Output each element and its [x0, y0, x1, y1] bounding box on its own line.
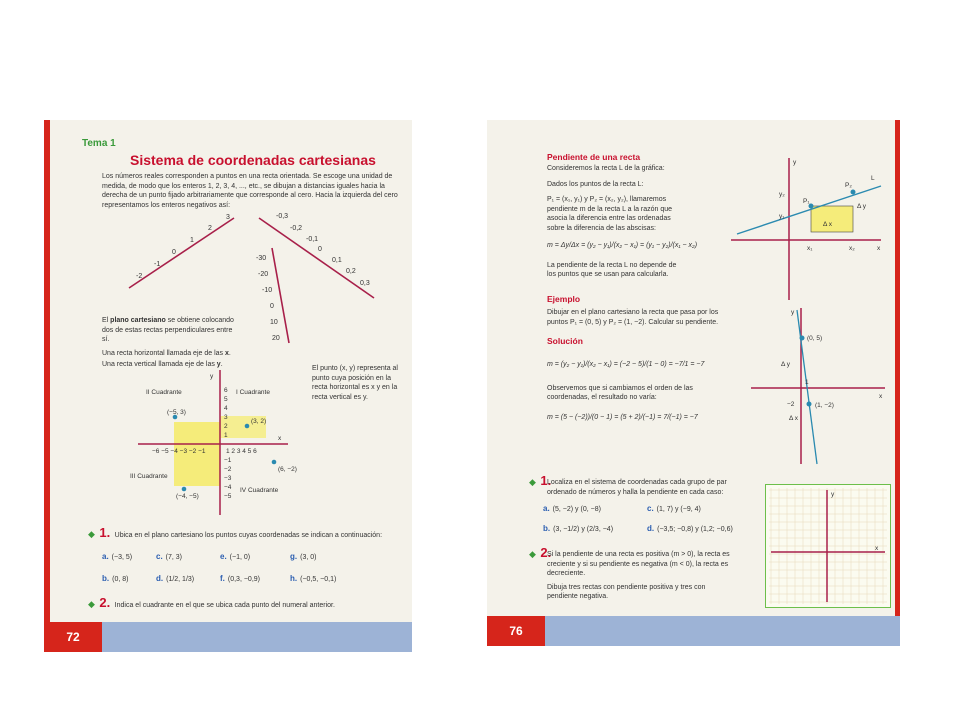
tick-label: -0,1	[306, 236, 319, 243]
option-letter: a.	[543, 504, 550, 513]
right-page-edge	[895, 120, 900, 646]
delta-y-label: Δ y	[857, 203, 867, 210]
tick-label: -0,3	[276, 213, 289, 220]
quadrant-label: I Cuadrante	[236, 389, 270, 396]
text-run: plano cartesiano	[110, 317, 166, 324]
example-line	[797, 310, 817, 464]
option-item	[543, 524, 613, 533]
option-item	[290, 574, 336, 583]
point-p2	[851, 190, 856, 195]
tick-label: -1	[154, 261, 161, 268]
x-ticks-negative: −6 −5 −4 −3 −2 −1	[152, 448, 206, 455]
blank-coordinate-grid	[765, 484, 891, 608]
tick-label: -20	[258, 271, 269, 278]
axis-label-x: x	[278, 435, 282, 442]
text-line: La pendiente de la recta L no depende de	[547, 261, 677, 269]
page-number: 76	[487, 616, 545, 646]
text-line: El punto (x, y) representa al	[312, 365, 398, 372]
example-text	[547, 308, 747, 327]
left-page-edge	[44, 120, 50, 652]
tick-label: x₁	[807, 245, 813, 252]
option-value: (1/2, 1/3)	[166, 576, 195, 583]
text-line: puntos P₁ = (0, 5) y P₂ = (1, −2). Calcular su pendiente.	[547, 318, 719, 326]
text-run: y	[216, 361, 221, 368]
bullet-icon: ◆	[88, 599, 95, 609]
solution-text	[547, 360, 757, 422]
option-value: (−0,5, −0,1)	[300, 576, 337, 583]
text-line: coordenadas, el resultado no varía:	[547, 394, 657, 401]
option-item	[647, 504, 701, 513]
number-line-oblique-1	[129, 218, 234, 288]
option-value: (−3, 5)	[111, 554, 133, 561]
point-p1	[800, 336, 805, 341]
tick-label: y₁	[779, 213, 785, 220]
y-tick: 4	[224, 405, 228, 412]
axis-label-y: y	[831, 491, 835, 498]
text-line: punto cuya posición en la	[312, 374, 391, 382]
intro-line: medida, de modo que los enteros 1, 2, 3, 4, ..., etc., se dibujan a distancias iguales hacia la	[102, 182, 385, 190]
tick-label: 3	[226, 214, 230, 221]
tick-label: -30	[256, 255, 267, 262]
option-item	[220, 574, 260, 583]
y-tick: −2	[224, 466, 232, 473]
point-label: P₁	[803, 198, 810, 205]
option-item	[543, 504, 601, 513]
y-tick: −5	[224, 493, 232, 500]
option-letter: b.	[543, 524, 551, 533]
option-value: (−3,5; −0,8) y (1,2; −0,6)	[657, 526, 733, 533]
axis-label-x: x	[879, 393, 883, 400]
exercise-number: 2.	[99, 595, 111, 610]
tick-label: -2	[136, 273, 143, 280]
slope-definition	[547, 164, 737, 280]
text-line: sobre la diferencia de las abscisas:	[547, 224, 656, 232]
text-run: El	[102, 317, 111, 324]
plotted-point	[272, 460, 277, 465]
text-run: Una recta vertical llamada eje de las	[102, 361, 217, 368]
tick-label: -0,2	[290, 225, 303, 232]
exercise-text	[547, 478, 759, 497]
y-tick: −1	[224, 457, 232, 464]
text-line: asocia la diferencia entre las ordenadas	[547, 215, 671, 222]
text-line: pendiente m de la recta L a la razón que	[547, 205, 673, 213]
option-item	[220, 552, 250, 561]
option-value: (1, 7) y (−9, 4)	[656, 506, 701, 513]
intro-line: Los números reales corresponden a puntos en una recta orientada. Se escoge una unidad de	[102, 173, 393, 180]
option-letter: d.	[647, 524, 655, 533]
left-page	[44, 120, 412, 652]
exercise-number: 1.	[540, 473, 552, 488]
text-line: Consideremos la recta L de la gráfica:	[547, 165, 665, 172]
text-line: Dados los puntos de la recta L:	[547, 180, 644, 188]
axis-label-y: y	[791, 309, 795, 316]
option-item	[647, 524, 733, 533]
exercise-number: 1.	[99, 525, 111, 540]
option-letter: c.	[156, 552, 163, 561]
point-label: (6, −2)	[278, 466, 297, 473]
y-tick: −3	[224, 475, 232, 482]
option-value: (0,3, −0,9)	[227, 576, 260, 583]
line-L	[737, 186, 881, 234]
point-label: (3, 2)	[251, 418, 267, 425]
option-value: (−1, 0)	[229, 554, 251, 561]
option-value: (3, 0)	[300, 554, 317, 561]
option-letter: h.	[290, 574, 298, 583]
text-run: .	[220, 361, 223, 368]
text-line: ordenado de números y halla la pendiente en cada caso:	[547, 488, 724, 496]
bullet-icon: ◆	[529, 477, 536, 487]
option-item	[102, 552, 132, 561]
exercise-text	[547, 550, 764, 602]
option-value: (3, −1/2) y (2/3, −4)	[553, 526, 614, 533]
option-letter: d.	[156, 574, 164, 583]
exercise-number: 2.	[540, 545, 552, 560]
option-item	[290, 552, 316, 561]
plotted-point	[245, 424, 250, 429]
delta-x-label: Δ x	[823, 221, 833, 228]
exercise-2	[88, 594, 408, 612]
delta-rectangle	[811, 206, 853, 232]
tick-label: 10	[270, 319, 278, 326]
exercise-2	[529, 544, 764, 602]
tick-label: 0,2	[346, 268, 356, 275]
delta-x-label: Δ x	[789, 415, 799, 422]
tick-label: 1	[190, 237, 194, 244]
plotted-point	[182, 487, 187, 492]
axis-label-y: y	[210, 373, 214, 380]
point-label: P₂	[845, 182, 852, 189]
option-value: (7, 3)	[165, 554, 183, 561]
option-item	[156, 552, 182, 561]
y-tick: 3	[224, 414, 228, 421]
exercise-text: Ubica en el plano cartesiano los puntos cuyas coordenadas se indican a continuación:	[114, 532, 383, 539]
option-letter: e.	[220, 552, 227, 561]
quadrant-label: IV Cuadrante	[240, 487, 279, 494]
left-page-footer	[44, 622, 412, 652]
plano-cartesiano-text	[102, 316, 277, 370]
text-line: Dibujar en el plano cartesiano la recta que pasa por los	[547, 309, 719, 316]
option-letter: f.	[220, 574, 225, 583]
page-title: Sistema de coordenadas cartesianas	[130, 152, 376, 168]
text-line: los puntos que se usan para calcularla.	[547, 271, 669, 278]
point-p2	[807, 402, 812, 407]
example-graph	[751, 306, 891, 466]
text-run: se obtiene colocando	[165, 317, 234, 324]
x-ticks-positive: 1 2 3 4 5 6	[226, 448, 257, 455]
tick-label: 0,1	[332, 257, 342, 264]
right-page-footer	[487, 616, 900, 646]
point-label: (0, 5)	[807, 335, 823, 342]
tick-label: 0	[172, 249, 176, 256]
option-value: (0, 8)	[112, 576, 129, 583]
slope-formula: m = Δy/Δx = (y₂ − y₁)/(x₂ − x₁) = (y₁ − y₂)/(x₁ − x₂)	[547, 242, 698, 249]
tick-label: 0	[270, 303, 274, 310]
delta-y-label: Δ y	[781, 361, 791, 368]
point-label: (1, −2)	[815, 402, 834, 409]
option-letter: c.	[647, 504, 654, 513]
text-line: Si la pendiente de una recta es positiva (m > 0), la recta es	[547, 551, 730, 558]
bullet-icon: ◆	[529, 549, 536, 559]
text-run: sí.	[102, 336, 110, 343]
y-tick: 5	[224, 396, 228, 403]
text-run: dos de estas rectas perpendiculares entre	[102, 326, 233, 334]
axis-label-y: y	[793, 159, 797, 166]
text-line: Observemos que si cambiamos el orden de las	[547, 384, 693, 392]
option-value: (5, −2) y (0, −8)	[552, 506, 601, 513]
exercise-text: Indica el cuadrante en el que se ubica cada punto del numeral anterior.	[114, 602, 335, 609]
y-tick: 2	[224, 423, 228, 430]
solution-formula: m = (y₂ − y₁)/(x₂ − x₁) = (−2 − 5)/(1 − 0) = −7/1 = −7	[547, 361, 705, 368]
right-page	[487, 120, 900, 646]
text-run: Una recta horizontal llamada eje de las	[102, 349, 225, 357]
option-letter: g.	[290, 552, 298, 561]
section-title: Solución	[547, 336, 583, 346]
text-line: recta horizontal es x y en la	[312, 384, 398, 391]
quadrant-label: II Cuadrante	[146, 389, 182, 396]
tick-label: x₂	[849, 245, 855, 252]
tick-label: 20	[272, 335, 280, 342]
intro-paragraph	[102, 172, 402, 210]
cartesian-plane-figure	[128, 370, 298, 518]
tick-label: 0	[318, 246, 322, 253]
topic-label: Tema 1	[82, 138, 116, 149]
point-definition-text	[312, 364, 408, 402]
solution-formula: m = (5 − (−2))/(0 − 1) = (5 + 2)/(−1) = 7/(−1) = −7	[547, 413, 698, 421]
text-line: decreciente.	[547, 570, 586, 577]
option-item	[102, 574, 128, 583]
text-line: recta vertical es y.	[312, 393, 368, 401]
text-line: pendiente negativa.	[547, 593, 609, 600]
intro-line: derecha de un punto fijado arbitrariamente que corresponde al cero. Hacia la izquierda del cero	[102, 192, 398, 199]
point-label: (−5, 3)	[167, 409, 186, 416]
y-tick: −4	[224, 484, 232, 491]
y-tick: 1	[224, 432, 228, 439]
slope-graph	[731, 156, 891, 302]
text-run: .	[228, 349, 231, 357]
axis-label-x: x	[877, 245, 881, 252]
line-label: L	[871, 175, 875, 182]
option-letter: b.	[102, 574, 110, 583]
text-line: creciente y si su pendiente es negativa (m < 0), la recta es	[547, 560, 729, 568]
quadrant-label: III Cuadrante	[130, 473, 168, 480]
tick-label: 0,3	[360, 280, 370, 287]
tick-label: −2	[787, 401, 795, 408]
exercise-1	[88, 524, 408, 542]
tick-label: -10	[262, 287, 273, 294]
axis-label-x: x	[875, 545, 879, 552]
point-label: (−4, −5)	[176, 493, 199, 500]
number-line-oblique-2	[259, 218, 374, 298]
tick-label: 2	[208, 225, 212, 232]
text-line: P₁ = (x₁, y₁) y P₂ = (x₂, y₂), llamaremos	[547, 196, 667, 203]
bullet-icon: ◆	[88, 529, 95, 539]
exercise-1	[529, 472, 759, 497]
text-line: Localiza en el sistema de coordenadas cada grupo de par	[547, 479, 727, 486]
y-tick: 6	[224, 387, 228, 394]
option-item	[156, 574, 194, 583]
tick-label: 1	[805, 379, 809, 386]
section-title: Ejemplo	[547, 294, 581, 304]
section-title: Pendiente de una recta	[547, 152, 641, 162]
option-letter: a.	[102, 552, 109, 561]
text-line: Dibuja tres rectas con pendiente positiva y tres con	[547, 583, 706, 591]
text-run: x	[224, 349, 229, 357]
intro-line: representamos los enteros negativos así:	[102, 201, 231, 209]
page-number: 72	[44, 622, 102, 652]
tick-label: y₂	[779, 191, 785, 198]
